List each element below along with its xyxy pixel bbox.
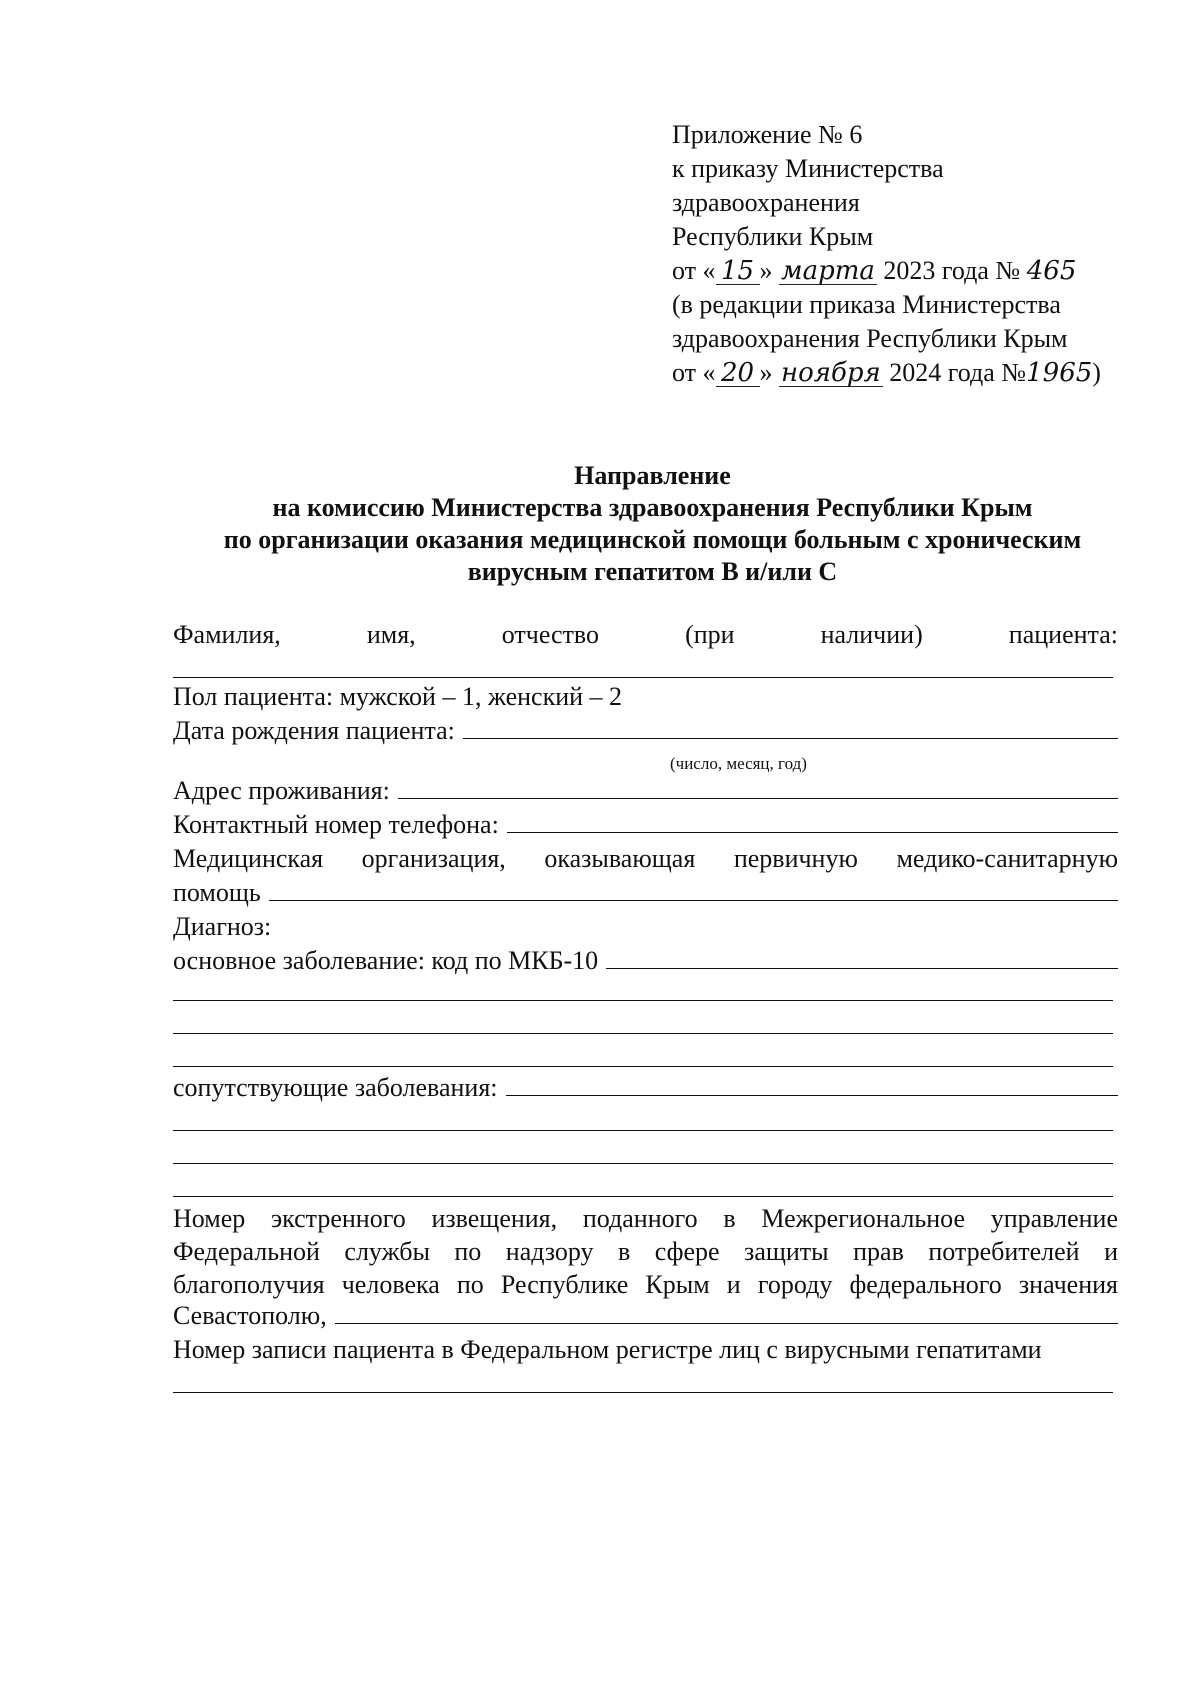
appendix-order-ref: к приказу Министерства xyxy=(672,154,944,183)
revision-date-mid: » xyxy=(759,358,773,387)
emergency-text-line-1: Номер экстренного извещения, поданного в Межрегиональное управление xyxy=(173,1204,1118,1233)
appendix-ministry: здравоохранения xyxy=(672,188,860,217)
main-disease-code-line[interactable] xyxy=(606,946,1118,969)
phone-input-line[interactable] xyxy=(507,810,1118,833)
emergency-number-input-line[interactable] xyxy=(335,1301,1118,1324)
main-disease-line-2[interactable] xyxy=(173,1033,1113,1034)
document-title xyxy=(160,460,1145,588)
title-line-2: на комиссию Министерства здравоохранения Республики Крым xyxy=(272,493,1033,522)
phone-row xyxy=(173,810,1118,840)
fio-label-row xyxy=(173,620,1118,650)
main-disease-label: основное заболевание: код по МКБ-10 xyxy=(173,946,599,975)
concomitant-row xyxy=(173,1073,1118,1103)
address-row xyxy=(173,776,1118,806)
sex-label: Пол пациента: мужской – 1, женский – 2 xyxy=(173,682,623,711)
title-line-4: вирусным гепатитом В и/или С xyxy=(467,557,838,586)
birth-date-label: Дата рождения пациента: xyxy=(173,716,455,745)
title-line-1: Направление xyxy=(574,461,731,490)
diagnosis-row xyxy=(173,912,1118,942)
appendix-order-date xyxy=(672,254,1112,288)
main-disease-line-1[interactable] xyxy=(173,1000,1113,1001)
order-day-handwritten: 15 xyxy=(716,258,760,285)
emergency-text-line-3: благополучия человека по Республике Крым и городу федерального значения xyxy=(173,1270,1118,1299)
registry-row xyxy=(173,1335,1118,1365)
revision-number-handwritten: 1965 xyxy=(1026,358,1093,388)
birth-date-caption: (число, месяц, год) xyxy=(670,754,807,773)
concomitant-label: сопутствующие заболевания: xyxy=(173,1073,498,1102)
fio-word-5: наличии) xyxy=(820,620,923,649)
registry-label: Номер записи пациента в Федеральном регистре лиц с вирусными гепатитами xyxy=(173,1335,1042,1364)
main-disease-line-3[interactable] xyxy=(173,1066,1113,1067)
address-input-line[interactable] xyxy=(398,776,1118,799)
fio-word-2: имя, xyxy=(366,620,416,649)
order-year-suffix: 2023 года № xyxy=(883,256,1021,285)
appendix-number: Приложение № 6 xyxy=(672,120,863,149)
order-date-mid: » xyxy=(759,256,773,285)
title-line-3: по организации оказания медицинской помощи больным с хроническим xyxy=(223,525,1082,554)
revision-year-suffix: 2024 года № xyxy=(889,358,1027,387)
med-org-label-line2: помощь xyxy=(173,878,261,907)
concomitant-input-line[interactable] xyxy=(506,1073,1118,1096)
fio-word-6: пациента: xyxy=(1008,620,1118,649)
med-org-row-2 xyxy=(173,878,1118,908)
registry-input-line[interactable] xyxy=(173,1392,1113,1393)
fio-word-1: Фамилия, xyxy=(173,620,281,649)
concomitant-line-2[interactable] xyxy=(173,1163,1113,1164)
med-org-row-1 xyxy=(173,844,1118,874)
appendix-revision-ministry: здравоохранения Республики Крым xyxy=(672,324,1068,353)
order-number-handwritten: 465 xyxy=(1026,256,1077,286)
appendix-revision: (в редакции приказа Министерства xyxy=(672,290,1061,319)
fio-input-line[interactable] xyxy=(173,677,1113,678)
revision-day-handwritten: 20 xyxy=(716,360,760,387)
sex-row xyxy=(173,682,1118,712)
address-label: Адрес проживания: xyxy=(173,776,390,805)
concomitant-line-3[interactable] xyxy=(173,1196,1113,1197)
birth-date-row xyxy=(173,716,1118,746)
emergency-number-row xyxy=(173,1301,1118,1331)
birth-date-input-line[interactable] xyxy=(463,716,1118,739)
diagnosis-label: Диагноз: xyxy=(173,912,272,941)
fio-word-4: (при xyxy=(685,620,735,649)
order-month-handwritten: марта xyxy=(781,256,875,286)
revision-date-prefix: от « xyxy=(672,358,716,387)
fio-word-3: отчество xyxy=(501,620,600,649)
main-disease-row xyxy=(173,946,1118,976)
med-org-label-line1: Медицинская организация, оказывающая первичную медико-санитарную xyxy=(173,844,1118,873)
revision-month-handwritten: ноября xyxy=(781,358,881,388)
concomitant-line-1[interactable] xyxy=(173,1130,1113,1131)
appendix-republic: Республики Крым xyxy=(672,222,874,251)
emergency-text-line-2: Федеральной службы по надзору в сфере защиты прав потребителей и xyxy=(173,1237,1118,1266)
emergency-text-line-4: Севастополю, xyxy=(173,1301,327,1330)
appendix-header xyxy=(672,118,1112,390)
med-org-input-line[interactable] xyxy=(269,878,1118,901)
revision-close-paren: ) xyxy=(1092,358,1101,387)
phone-label: Контактный номер телефона: xyxy=(173,810,499,839)
emergency-notice-block xyxy=(173,1202,1118,1301)
order-date-prefix: от « xyxy=(672,256,716,285)
appendix-revision-date xyxy=(672,356,1112,390)
